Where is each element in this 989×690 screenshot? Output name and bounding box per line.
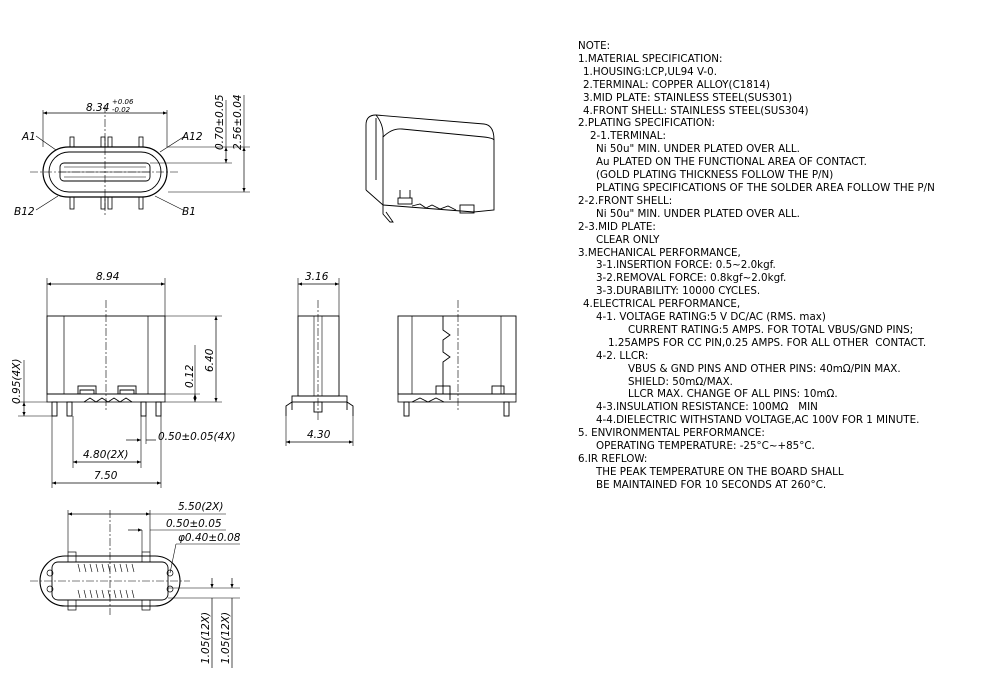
note-plating-mid-plate-a: CLEAR ONLY bbox=[596, 233, 660, 246]
note-plating-mid-plate: 2-3.MID PLATE: bbox=[578, 220, 656, 233]
dim-bottom-pad: 0.50±0.05 bbox=[166, 518, 222, 530]
dimension-labels bbox=[11, 94, 331, 664]
note-llcr-a: VBUS & GND PINS AND OTHER PINS: 40mΩ/PIN MAX. bbox=[628, 362, 901, 375]
dim-bottom-v2: 1.05(12X) bbox=[220, 611, 232, 664]
note-mid-plate: 3.MID PLATE: STAINLESS STEEL(SUS301) bbox=[583, 91, 793, 104]
pin-label-a1: A1 bbox=[22, 131, 36, 143]
dim-front-pin-width: 0.50±0.05(4X) bbox=[158, 431, 236, 443]
note-plating-terminal-a: Ni 50u" MIN. UNDER PLATED OVER ALL. bbox=[596, 143, 800, 156]
dim-bottom-hole: φ0.40±0.08 bbox=[178, 532, 241, 544]
note-llcr-b: SHIELD: 50mΩ/MAX. bbox=[628, 375, 733, 388]
note-dielectric: 4-4.DIELECTRIC WITHSTAND VOLTAGE,AC 100V FOR 1 MINUTE. bbox=[596, 414, 920, 427]
dim-top-width-tol-upper: +0.06 bbox=[112, 98, 134, 106]
dim-front-width: 8.94 bbox=[96, 271, 120, 283]
dim-top-h1: 0.70±0.05 bbox=[214, 94, 226, 150]
note-ir-reflow: 6.IR REFLOW: bbox=[578, 453, 648, 465]
note-llcr-c: LLCR MAX. CHANGE OF ALL PINS: 10mΩ. bbox=[628, 388, 838, 401]
side-view bbox=[286, 278, 353, 446]
note-durability: 3-3.DURABILITY: 10000 CYCLES. bbox=[596, 285, 761, 298]
note-ir-reflow-a: THE PEAK TEMPERATURE ON THE BOARD SHALL bbox=[596, 465, 844, 478]
dim-top-width: 8.34 bbox=[86, 102, 110, 114]
note-material: 1.MATERIAL SPECIFICATION: bbox=[578, 52, 723, 65]
note-current-cc: 1.25AMPS FOR CC PIN,0.25 AMPS. FOR ALL OTHER CONTACT. bbox=[608, 336, 927, 349]
dim-top-width-tol-lower: -0.02 bbox=[112, 106, 131, 114]
note-plating-front-shell-a: Ni 50u" MIN. UNDER PLATED OVER ALL. bbox=[596, 207, 800, 220]
dim-side-depth: 4.30 bbox=[307, 429, 331, 441]
dim-front-left-h: 0.95(4X) bbox=[11, 358, 23, 404]
note-electrical: 4.ELECTRICAL PERFORMANCE, bbox=[583, 298, 741, 311]
dim-front-pitch: 4.80(2X) bbox=[83, 449, 129, 461]
note-housing: 1.HOUSING:LCP,UL94 V-0. bbox=[583, 65, 717, 78]
dim-side-width: 3.16 bbox=[305, 271, 329, 283]
dim-bottom-v1: 1.05(12X) bbox=[200, 611, 212, 664]
notes-title: NOTE: bbox=[578, 40, 611, 52]
dim-bottom-pitch: 5.50(2X) bbox=[178, 501, 224, 513]
dim-front-mid-h: 0.12 bbox=[184, 364, 196, 388]
pin-label-b1: B1 bbox=[182, 206, 196, 218]
note-environmental: 5. ENVIRONMENTAL PERFORMANCE: bbox=[578, 427, 765, 440]
note-insulation: 4-3.INSULATION RESISTANCE: 100MΩ MIN bbox=[596, 401, 818, 414]
note-operating-temp: OPERATING TEMPERATURE: -25°C~+85°C. bbox=[596, 440, 815, 453]
notes-block bbox=[578, 40, 935, 492]
note-plating-terminal-d: PLATING SPECIFICATIONS OF THE SOLDER AREA FOLLOW THE P/N bbox=[596, 181, 935, 194]
pin-label-b12: B12 bbox=[14, 206, 35, 218]
dim-top-h2: 2.56±0.04 bbox=[232, 94, 244, 150]
note-plating-terminal: 2-1.TERMINAL: bbox=[590, 130, 666, 143]
note-plating: 2.PLATING SPECIFICATION: bbox=[578, 117, 716, 130]
note-plating-front-shell: 2-2.FRONT SHELL: bbox=[578, 194, 673, 207]
note-mechanical: 3.MECHANICAL PERFORMANCE, bbox=[578, 246, 741, 259]
dim-front-span: 7.50 bbox=[94, 470, 118, 482]
pin-label-a12: A12 bbox=[182, 131, 203, 143]
note-llcr: 4-2. LLCR: bbox=[596, 349, 649, 362]
isometric-view bbox=[366, 115, 494, 222]
note-current: CURRENT RATING:5 AMPS. FOR TOTAL VBUS/GND PINS; bbox=[628, 323, 914, 336]
note-removal: 3-2.REMOVAL FORCE: 0.8kgf~2.0kgf. bbox=[596, 272, 787, 285]
note-ir-reflow-b: BE MAINTAINED FOR 10 SECONDS AT 260°C. bbox=[596, 478, 827, 491]
note-plating-terminal-b: Au PLATED ON THE FUNCTIONAL AREA OF CONTACT. bbox=[596, 156, 867, 169]
note-plating-terminal-c: (GOLD PLATING THICKNESS FOLLOW THE P/N) bbox=[596, 169, 834, 182]
dim-front-height: 6.40 bbox=[204, 348, 216, 372]
note-insertion: 3-1.INSERTION FORCE: 0.5~2.0kgf. bbox=[596, 259, 776, 272]
rear-view bbox=[398, 300, 516, 416]
note-front-shell: 4.FRONT SHELL: STAINLESS STEEL(SUS304) bbox=[583, 104, 809, 117]
note-voltage: 4-1. VOLTAGE RATING:5 V DC/AC (RMS. max) bbox=[596, 311, 826, 324]
note-terminal: 2.TERMINAL: COPPER ALLOY(C1814) bbox=[583, 78, 770, 91]
